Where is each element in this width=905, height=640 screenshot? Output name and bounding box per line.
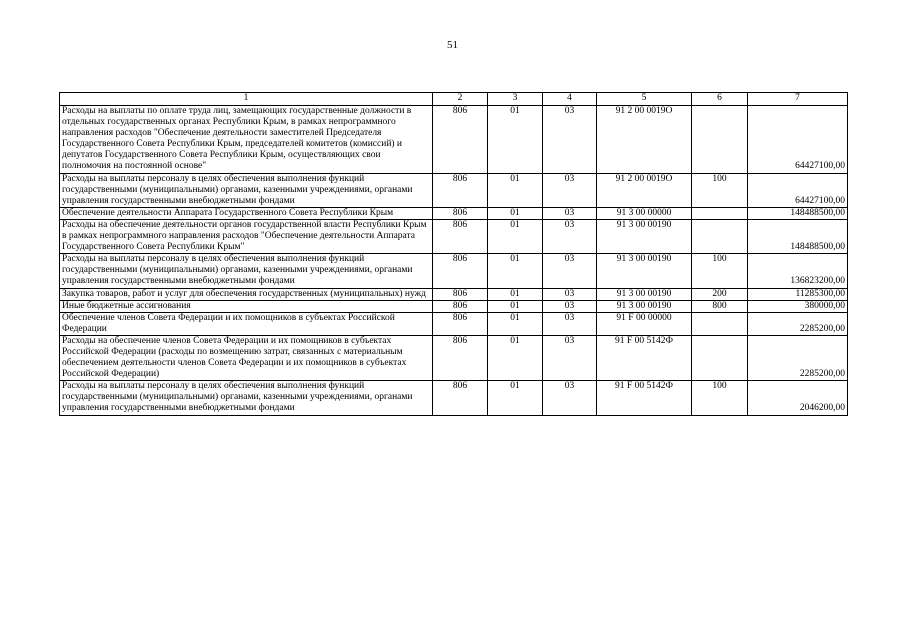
column-header-expense-type: 6 bbox=[692, 93, 748, 106]
description-cell: Расходы на выплаты персоналу в целях обеспечения выполнения функций государственными (муниципальными) органами, казенными учреждениями, органами управления государственными внебюджетными фондами bbox=[60, 381, 433, 415]
section-code-cell: 01 bbox=[488, 173, 543, 207]
subsection-code-cell: 03 bbox=[543, 335, 597, 380]
amount-cell: 2046200,00 bbox=[748, 381, 848, 415]
table-body bbox=[60, 106, 848, 416]
ministry-code-cell: 806 bbox=[433, 254, 488, 288]
subsection-code-cell: 03 bbox=[543, 312, 597, 335]
table-row bbox=[60, 381, 848, 415]
target-code-cell: 91 3 00 00190 bbox=[597, 300, 692, 312]
column-header-section: 3 bbox=[488, 93, 543, 106]
ministry-code-cell: 806 bbox=[433, 288, 488, 300]
table-row bbox=[60, 173, 848, 207]
section-code-cell: 01 bbox=[488, 312, 543, 335]
table-row bbox=[60, 254, 848, 288]
amount-cell: 148488500,00 bbox=[748, 207, 848, 219]
description-cell: Расходы на выплаты персоналу в целях обеспечения выполнения функций государственными (муниципальными) органами, казенными учреждениями, органами управления государственными внебюджетными фондами bbox=[60, 254, 433, 288]
expense-type-cell: 100 bbox=[692, 254, 748, 288]
section-code-cell: 01 bbox=[488, 288, 543, 300]
ministry-code-cell: 806 bbox=[433, 300, 488, 312]
subsection-code-cell: 03 bbox=[543, 381, 597, 415]
section-code-cell: 01 bbox=[488, 106, 543, 174]
target-code-cell: 91 2 00 0019О bbox=[597, 106, 692, 174]
target-code-cell: 91 3 00 00000 bbox=[597, 207, 692, 219]
description-cell: Обеспечение деятельности Аппарата Государственного Совета Республики Крым bbox=[60, 207, 433, 219]
amount-cell: 380000,00 bbox=[748, 300, 848, 312]
description-cell: Иные бюджетные ассигнования bbox=[60, 300, 433, 312]
table-row bbox=[60, 106, 848, 174]
subsection-code-cell: 03 bbox=[543, 288, 597, 300]
section-code-cell: 01 bbox=[488, 300, 543, 312]
subsection-code-cell: 03 bbox=[543, 207, 597, 219]
expense-type-cell bbox=[692, 335, 748, 380]
table-row bbox=[60, 219, 848, 253]
expense-type-cell: 800 bbox=[692, 300, 748, 312]
subsection-code-cell: 03 bbox=[543, 106, 597, 174]
amount-cell: 2285200,00 bbox=[748, 335, 848, 380]
table-row bbox=[60, 335, 848, 380]
section-code-cell: 01 bbox=[488, 219, 543, 253]
amount-cell: 2285200,00 bbox=[748, 312, 848, 335]
page-number: 51 bbox=[447, 39, 458, 51]
section-code-cell: 01 bbox=[488, 207, 543, 219]
target-code-cell: 91 F 00 5142Ф bbox=[597, 381, 692, 415]
column-header-ministry: 2 bbox=[433, 93, 488, 106]
description-cell: Закупка товаров, работ и услуг для обеспечения государственных (муниципальных) нужд bbox=[60, 288, 433, 300]
target-code-cell: 91 3 00 00190 bbox=[597, 254, 692, 288]
table-row bbox=[60, 300, 848, 312]
ministry-code-cell: 806 bbox=[433, 106, 488, 174]
description-cell: Расходы на обеспечение членов Совета Федерации и их помощников в субъектах Российской Федерации (расходы по возмещению затрат, связанных с материальным обеспечением деятельности членов Совета Федерации и их помощников в субъектах Российской Федерации) bbox=[60, 335, 433, 380]
expense-type-cell bbox=[692, 106, 748, 174]
amount-cell: 136823200,00 bbox=[748, 254, 848, 288]
column-header-subsection: 4 bbox=[543, 93, 597, 106]
budget-table bbox=[59, 92, 848, 416]
expense-type-cell: 100 bbox=[692, 173, 748, 207]
expense-type-cell bbox=[692, 207, 748, 219]
subsection-code-cell: 03 bbox=[543, 219, 597, 253]
section-code-cell: 01 bbox=[488, 381, 543, 415]
ministry-code-cell: 806 bbox=[433, 207, 488, 219]
expense-type-cell bbox=[692, 219, 748, 253]
expense-type-cell: 200 bbox=[692, 288, 748, 300]
section-code-cell: 01 bbox=[488, 335, 543, 380]
section-code-cell: 01 bbox=[488, 254, 543, 288]
description-cell: Расходы на выплаты персоналу в целях обеспечения выполнения функций государственными (муниципальными) органами, казенными учреждениями, органами управления государственными внебюджетными фондами bbox=[60, 173, 433, 207]
column-header-amount: 7 bbox=[748, 93, 848, 106]
column-header-target: 5 bbox=[597, 93, 692, 106]
target-code-cell: 91 2 00 0019О bbox=[597, 173, 692, 207]
target-code-cell: 91 3 00 00190 bbox=[597, 288, 692, 300]
target-code-cell: 91 3 00 00190 bbox=[597, 219, 692, 253]
column-header-description: 1 bbox=[60, 93, 433, 106]
amount-cell: 64427100,00 bbox=[748, 173, 848, 207]
subsection-code-cell: 03 bbox=[543, 300, 597, 312]
amount-cell: 148488500,00 bbox=[748, 219, 848, 253]
ministry-code-cell: 806 bbox=[433, 173, 488, 207]
header-row bbox=[60, 93, 848, 106]
description-cell: Обеспечение членов Совета Федерации и их помощников в субъектах Российской Федерации bbox=[60, 312, 433, 335]
amount-cell: 64427100,00 bbox=[748, 106, 848, 174]
ministry-code-cell: 806 bbox=[433, 312, 488, 335]
ministry-code-cell: 806 bbox=[433, 335, 488, 380]
target-code-cell: 91 F 00 00000 bbox=[597, 312, 692, 335]
expense-type-cell bbox=[692, 312, 748, 335]
table-row bbox=[60, 312, 848, 335]
ministry-code-cell: 806 bbox=[433, 381, 488, 415]
table-row bbox=[60, 207, 848, 219]
subsection-code-cell: 03 bbox=[543, 173, 597, 207]
description-cell: Расходы на обеспечение деятельности органов государственной власти Республики Крым в рамках непрограммного направления расходов "Обеспечение деятельности Аппарата Государственного Совета Республики Крым" bbox=[60, 219, 433, 253]
amount-cell: 11285300,00 bbox=[748, 288, 848, 300]
ministry-code-cell: 806 bbox=[433, 219, 488, 253]
description-cell: Расходы на выплаты по оплате труда лиц, замещающих государственные должности в отдельных государственных органах Республики Крым, в рамках непрограммного направления расходов "Обеспечение деятельности заместителей Председателя Государственного Совета Республики Крым, председателей комитетов (комиссий) и депутатов Государственного Совета Республики Крым, осуществляющих свои полномочия на постоянной основе" bbox=[60, 106, 433, 174]
target-code-cell: 91 F 00 5142Ф bbox=[597, 335, 692, 380]
subsection-code-cell: 03 bbox=[543, 254, 597, 288]
expense-type-cell: 100 bbox=[692, 381, 748, 415]
table-row bbox=[60, 288, 848, 300]
